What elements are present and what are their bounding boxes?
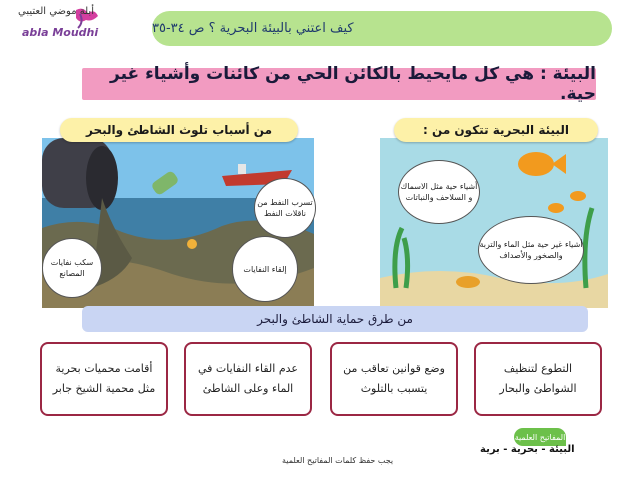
living-things-bubble: أشياء حية مثل الاسماك و السلاحف والنباتات (398, 160, 480, 224)
oil-leak-bubble: تسرب النفط من ناقلات النفط (254, 178, 316, 238)
logo-english-text: abla Moudhi (22, 26, 99, 39)
keywords-note: يجب حفظ كلمات المفاتيح العلمية (282, 456, 394, 465)
logo-arabic-text: أبلة موضي العتيبي (18, 6, 94, 17)
scientific-keywords-tab: المفاتيح العلمية (514, 428, 566, 446)
protection-ways-label: من طرق حماية الشاطئ والبحر (82, 306, 588, 332)
no-littering-card: عدم القاء النفايات في الماء وعلى الشاطئ (184, 342, 312, 416)
environment-definition: البيئة : هي كل مايحيط بالكائن الحي من كائنات وأشياء غير حية. (82, 68, 596, 100)
pollution-causes-label: من أسباب تلوث الشاطئ والبحر (60, 118, 298, 142)
pollution-laws-card: وضع قوانين تعاقب من يتسبب بالتلوث (330, 342, 458, 416)
keywords-list: البيئة - بحرية - برية (480, 444, 575, 455)
factory-waste-bubble: سكب نفايات المصانع (42, 238, 102, 298)
lesson-title: كيف اعتني بالبيئة البحرية ؟ ص ٣٤-٣٥ (152, 11, 612, 46)
marine-composition-label: البيئة البحرية تتكون من : (394, 118, 598, 142)
litter-bubble: إلقاء النفايات (232, 236, 298, 302)
nonliving-things-bubble: أشياء غير حية مثل الماء والتربة والصخور والأصداف (478, 216, 584, 284)
volunteer-cleanup-card: التطوع لتنظيف الشواطئ والبحار (474, 342, 602, 416)
marine-environment-panel (380, 118, 608, 310)
pollution-panel (42, 118, 314, 310)
marine-scene-illustration (380, 138, 608, 308)
marine-reserves-card: أقامت محميات بحرية مثل محمية الشيخ جابر (40, 342, 168, 416)
